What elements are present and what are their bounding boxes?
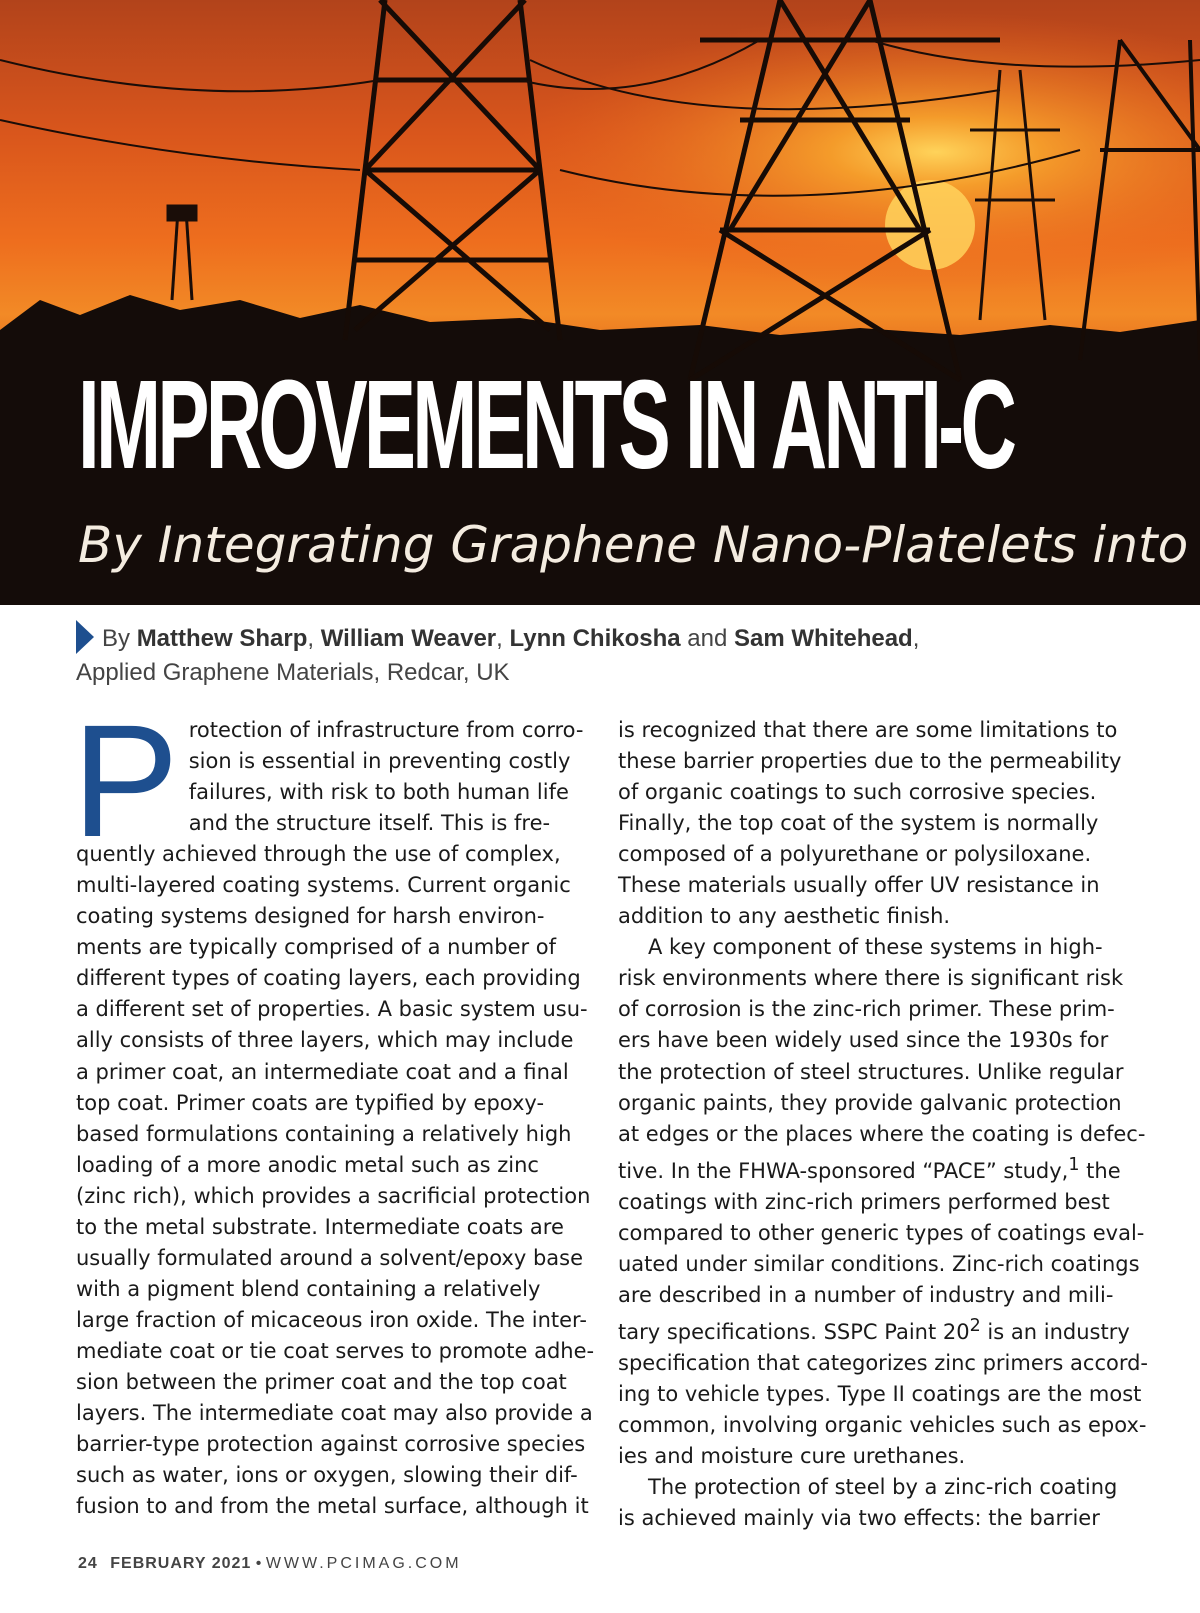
author-name: Matthew Sharp: [136, 625, 308, 652]
text-line: quently achieved through the use of complex,: [76, 842, 561, 867]
author-name: Sam Whitehead: [734, 625, 913, 652]
text-line: large fraction of micaceous iron oxide. The inter-: [76, 1307, 587, 1332]
text-line: sion is essential in preventing costly: [188, 749, 571, 774]
text-line: at edges or the places where the coating is defec-: [618, 1121, 1146, 1146]
text-line: risk environments where there is significant risk: [618, 966, 1124, 991]
text-line: specification that categorizes zinc primers accord-: [618, 1350, 1149, 1375]
text-line-with-reference: [618, 1311, 1130, 1348]
headline: IMPROVEMENTS IN ANTI-C: [78, 354, 1014, 495]
text-line: a primer coat, an intermediate coat and a final: [76, 1059, 569, 1084]
text-line: barrier-type protection against corrosive species: [76, 1432, 586, 1457]
text-line: sion between the primer coat and the top coat: [76, 1369, 567, 1394]
article-column-right: [618, 715, 1149, 1534]
byline-arrow-icon: [76, 620, 94, 654]
text-line: common, involving organic vehicles such as epox-: [618, 1413, 1147, 1438]
text-line: and the structure itself. This is fre-: [188, 811, 551, 836]
page-number: 24: [78, 1555, 98, 1572]
text-line: ally consists of three layers, which may include: [76, 1028, 574, 1053]
text-line: are described in a number of industry and mili-: [618, 1282, 1114, 1307]
text-line: mediate coat or tie coat serves to promote adhe-: [76, 1338, 595, 1363]
text-line: to the metal substrate. Intermediate coats are: [76, 1214, 564, 1239]
text-line: multi-layered coating systems. Current organic: [76, 873, 571, 898]
byline-separator: ,: [307, 625, 315, 652]
text-line: tary specifications. SSPC Paint 20: [618, 1319, 970, 1344]
text-line: loading of a more anodic metal such as zinc: [76, 1152, 539, 1177]
byline-separator: ,: [912, 625, 920, 652]
text-line: these barrier properties due to the permeability: [618, 749, 1122, 774]
text-line: addition to any aesthetic finish.: [618, 904, 951, 929]
byline-and: and: [687, 625, 728, 652]
issue-date: FEBRUARY 2021: [110, 1555, 252, 1572]
text-line: These materials usually offer UV resistance in: [618, 873, 1100, 898]
text-line: A key component of these systems in high-: [648, 935, 1103, 960]
text-line-tail: is an industry: [980, 1319, 1130, 1344]
text-line: ies and moisture cure urethanes.: [618, 1444, 966, 1469]
text-line: the protection of steel structures. Unlike regular: [618, 1059, 1124, 1084]
text-line-with-reference: [618, 1150, 1121, 1187]
text-line: ers have been widely used since the 1930s for: [618, 1028, 1109, 1053]
text-line: is recognized that there are some limitations to: [618, 718, 1118, 742]
text-line: of organic coatings to such corrosive species.: [618, 780, 1097, 805]
text-line: a different set of properties. A basic system usu-: [76, 997, 588, 1022]
text-line: fusion to and from the metal surface, although it: [76, 1494, 589, 1519]
text-line: tive. In the FHWA-sponsored “PACE” study,: [618, 1158, 1069, 1183]
text-line: usually formulated around a solvent/epoxy base: [76, 1245, 584, 1270]
text-line: (zinc rich), which provides a sacrificial protection: [76, 1183, 591, 1208]
hero-image: [0, 0, 1200, 605]
page-footer: [78, 1555, 462, 1573]
text-line: ments are typically comprised of a number of: [76, 935, 557, 960]
text-line: Finally, the top coat of the system is normally: [618, 811, 1099, 836]
byline-prefix: By: [102, 625, 131, 652]
drop-cap: P: [72, 691, 179, 870]
text-line: with a pigment blend containing a relatively: [76, 1276, 541, 1301]
article-column-left: [72, 691, 595, 1522]
affiliation: Applied Graphene Materials, Redcar, UK: [76, 659, 510, 686]
website-url: WWW.PCIMAG.COM: [265, 1555, 462, 1572]
footer-bullet: •: [255, 1555, 262, 1572]
text-line: composed of a polyurethane or polysiloxane.: [618, 842, 1092, 867]
subheadline: By Integrating Graphene Nano-Platelets into: [78, 516, 1189, 574]
reference-mark: 2: [969, 1315, 981, 1336]
text-line: layers. The intermediate coat may also provide a: [76, 1401, 593, 1426]
text-line: ing to vehicle types. Type II coatings are the most: [618, 1381, 1142, 1406]
byline: [76, 620, 1176, 690]
text-line: rotection of infrastructure from corro-: [188, 718, 584, 742]
text-line: uated under similar conditions. Zinc-rich coatings: [618, 1251, 1140, 1276]
power-lines-sunset-photo: [0, 0, 1200, 605]
text-line: The protection of steel by a zinc-rich coating: [648, 1475, 1118, 1500]
text-line: top coat. Primer coats are typified by epoxy-: [76, 1090, 545, 1115]
text-line: is achieved mainly via two effects: the barrier: [618, 1506, 1100, 1531]
text-line: organic paints, they provide galvanic protection: [618, 1090, 1122, 1115]
text-line: such as water, ions or oxygen, slowing their dif-: [76, 1463, 578, 1488]
text-line: coating systems designed for harsh environ-: [76, 904, 545, 929]
text-line: coatings with zinc-rich primers performed best: [618, 1189, 1110, 1214]
text-line: of corrosion is the zinc-rich primer. These prim-: [618, 997, 1115, 1022]
reference-mark: 1: [1068, 1154, 1080, 1175]
text-line: failures, with risk to both human life: [188, 780, 569, 805]
text-line: based formulations containing a relatively high: [76, 1121, 572, 1146]
text-line: compared to other generic types of coatings eval-: [618, 1220, 1145, 1245]
author-name: William Weaver: [320, 625, 497, 652]
text-line-tail: the: [1079, 1158, 1121, 1183]
author-name: Lynn Chikosha: [509, 625, 681, 652]
byline-separator: ,: [496, 625, 503, 652]
text-line: different types of coating layers, each providing: [76, 966, 581, 991]
